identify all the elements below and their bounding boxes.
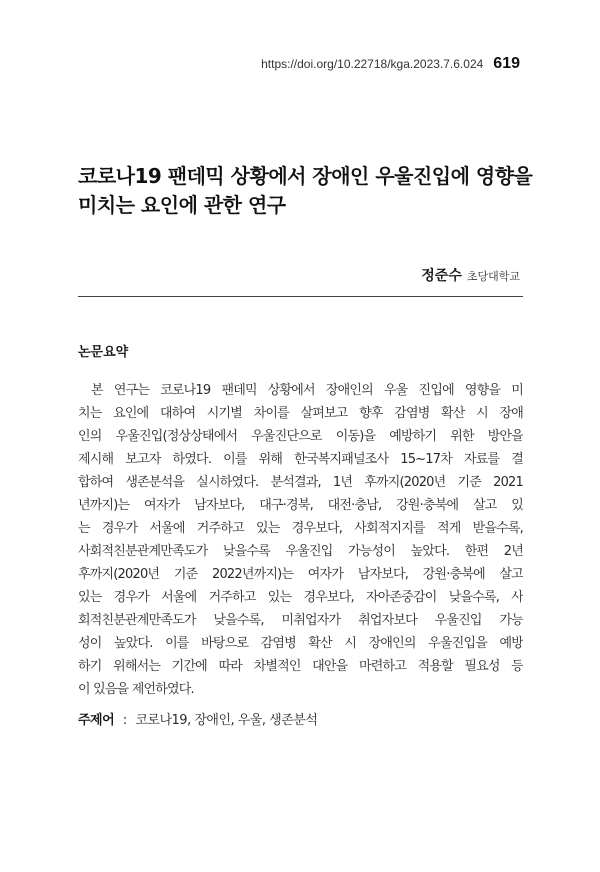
keywords-values: 코로나19, 장애인, 우울, 생존분석: [135, 713, 318, 728]
paper-title: [78, 162, 538, 220]
abstract-line: 는 경우가 서울에 거주하고 있는 경우보다, 사회적지지를 적게 받을수록,: [78, 521, 523, 536]
abstract-line: 치는 요인에 대하여 시기별 차이를 살펴보고 향후 감염병 확산 시 장애: [78, 406, 523, 421]
abstract-line: 이 있음을 제언하였다.: [78, 682, 194, 697]
abstract-line: 본 연구는 코로나19 팬데믹 상황에서 장애인의 우울 진입에 영향을 미: [91, 383, 523, 398]
abstract-line: 성이 높았다. 이를 바탕으로 감염병 확산 시 장애인의 우울진입을 예방: [78, 636, 523, 651]
author-affiliation: 초당대학교: [466, 270, 520, 283]
paper-title-line-2: 미치는 요인에 관한 연구: [78, 193, 286, 217]
abstract-line: 하기 위해서는 기간에 따라 차별적인 대안을 마련하고 적용할 필요성 등: [78, 659, 523, 674]
page-number: 619: [493, 55, 520, 72]
running-header: [261, 55, 520, 73]
abstract-heading: 논문요약: [78, 345, 129, 360]
abstract-line: 년까지)는 여자가 남자보다, 대구·경북, 대전·충남, 강원·충북에 살고 있: [78, 498, 523, 513]
author-name: 정준수: [421, 268, 462, 284]
abstract-line: 사회적친분관계만족도가 낮을수록 우울진입 가능성이 높았다. 한편 2년: [78, 544, 523, 559]
keywords-separator: :: [122, 713, 127, 728]
keywords-line: [78, 709, 317, 728]
keywords-label: 주제어: [78, 713, 115, 728]
abstract-line: 있는 경우가 서울에 거주하고 있는 경우보다, 자아존중감이 낮을수록, 사: [78, 590, 523, 605]
abstract-line: 후까지(2020년 기준 2022년까지)는 여자가 남자보다, 강원·충북에 살고: [78, 567, 523, 582]
doi-link[interactable]: https://doi.org/10.22718/kga.2023.7.6.024: [261, 57, 484, 71]
title-divider: [78, 296, 523, 297]
abstract-line: 합하여 생존분석을 실시하였다. 분석결과, 1년 후까지(2020년 기준 2021: [78, 475, 523, 490]
paper-title-line-1: 코로나19 팬데믹 상황에서 장애인 우울진입에 영향을: [78, 164, 533, 188]
abstract-line: 제시해 보고자 하였다. 이를 위해 한국복지패널조사 15~17차 자료를 결: [78, 452, 523, 467]
abstract-body: [78, 379, 523, 701]
abstract-line: 인의 우울진입(정상상태에서 우울진단으로 이동)을 예방하기 위한 방안을: [78, 429, 523, 444]
abstract-line: 회적친분관계만족도가 낮을수록, 미취업자가 취업자보다 우울진입 가능: [78, 613, 523, 628]
author-block: [421, 265, 520, 285]
